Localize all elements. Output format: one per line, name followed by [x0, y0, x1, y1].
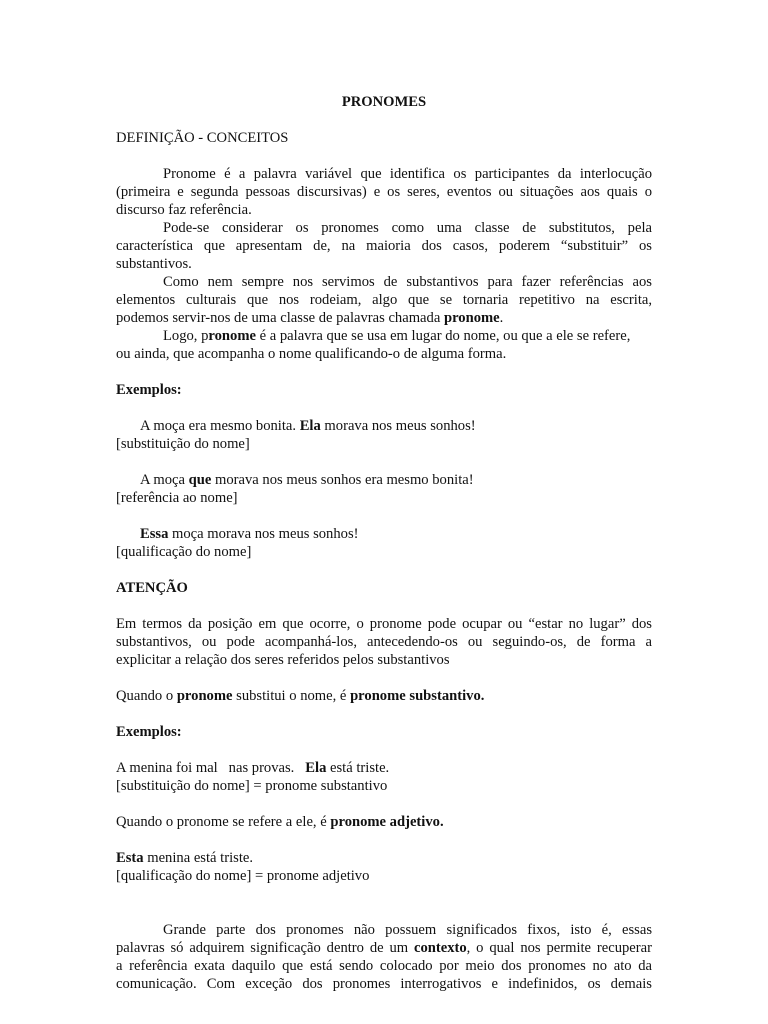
example-4-sentence: A menina foi mal nas provas. Ela está triste.: [116, 760, 390, 776]
examples-heading-2: Exemplos:: [116, 724, 182, 740]
rule-pronome-adjetivo: Quando o pronome se refere a ele, é pronome adjetivo.: [116, 814, 444, 830]
paragraph-6-line-2: palavras só adquirem significação dentro de um contexto, o qual nos permite recuperar: [116, 940, 652, 956]
attention-heading: ATENÇÃO: [116, 580, 188, 596]
term-pronome: pronome: [443, 310, 500, 326]
example-2-sentence: A moça que morava nos meus sonhos era mesmo bonita!: [140, 472, 474, 488]
example-1-note: [substituição do nome]: [116, 436, 250, 452]
term-contexto: contexto: [413, 940, 467, 956]
paragraph-1-line-3: discurso faz referência.: [116, 202, 252, 218]
paragraph-4-line-1: Logo, pronome é a palavra que se usa em lugar do nome, ou que a ele se refere,: [163, 328, 631, 344]
example-4-note: [substituição do nome] = pronome substantivo: [116, 778, 388, 794]
paragraph-5-line-3: explicitar a relação dos seres referidos pelos substantivos: [116, 652, 450, 668]
paragraph-1-line-1: Pronome é a palavra variável que identifica os participantes da interlocução: [163, 166, 652, 182]
example-1-sentence: A moça era mesmo bonita. Ela morava nos meus sonhos!: [140, 418, 476, 434]
example-5-note: [qualificação do nome] = pronome adjetivo: [116, 868, 370, 884]
example-2-note: [referência ao nome]: [116, 490, 238, 506]
term-pronome: ronome: [208, 328, 256, 344]
paragraph-2-line-3: substantivos.: [116, 256, 192, 272]
paragraph-3-line-3: podemos servir-nos de uma classe de palavras chamada pronome.: [116, 310, 504, 326]
paragraph-3-line-2: elementos culturais que nos rodeiam, algo que se tornaria repetitivo na escrita,: [116, 292, 652, 308]
paragraph-6-line-4: comunicação. Com exceção dos pronomes interrogativos e indefinidos, os demais: [116, 976, 652, 992]
example-3-note: [qualificação do nome]: [116, 544, 252, 560]
section-heading-definition: DEFINIÇÃO - CONCEITOS: [116, 130, 289, 146]
paragraph-5-line-2: substantivos, ou pode acompanhá-los, antecedendo-os ou seguindo-os, de forma a: [116, 634, 652, 650]
paragraph-6-line-1: Grande parte dos pronomes não possuem significados fixos, isto é, essas: [163, 922, 652, 938]
paragraph-3-line-1: Como nem sempre nos servimos de substantivos para fazer referências aos: [163, 274, 652, 290]
example-5-sentence: Esta menina está triste.: [116, 850, 253, 866]
paragraph-5-line-1: Em termos da posição em que ocorre, o pronome pode ocupar ou “estar no lugar” dos: [116, 616, 652, 632]
paragraph-4-line-2: ou ainda, que acompanha o nome qualificando-o de alguma forma.: [116, 346, 507, 362]
example-3-sentence: Essa moça morava nos meus sonhos!: [140, 526, 359, 542]
paragraph-1-line-2: (primeira e segunda pessoas discursivas) e os seres, eventos ou situações aos quais o: [116, 184, 652, 200]
paragraph-2-line-1: Pode-se considerar os pronomes como uma classe de substitutos, pela: [163, 220, 652, 236]
rule-pronome-substantivo: Quando o pronome substitui o nome, é pronome substantivo.: [116, 688, 485, 704]
paragraph-6-line-3: a referência exata daquilo que está sendo colocado por meio dos pronomes no ato da: [116, 958, 652, 974]
page-title: PRONOMES: [341, 94, 427, 110]
examples-heading: Exemplos:: [116, 382, 182, 398]
paragraph-2-line-2: característica que apresentam de, na maioria dos casos, poderem “substituir” os: [116, 238, 652, 254]
